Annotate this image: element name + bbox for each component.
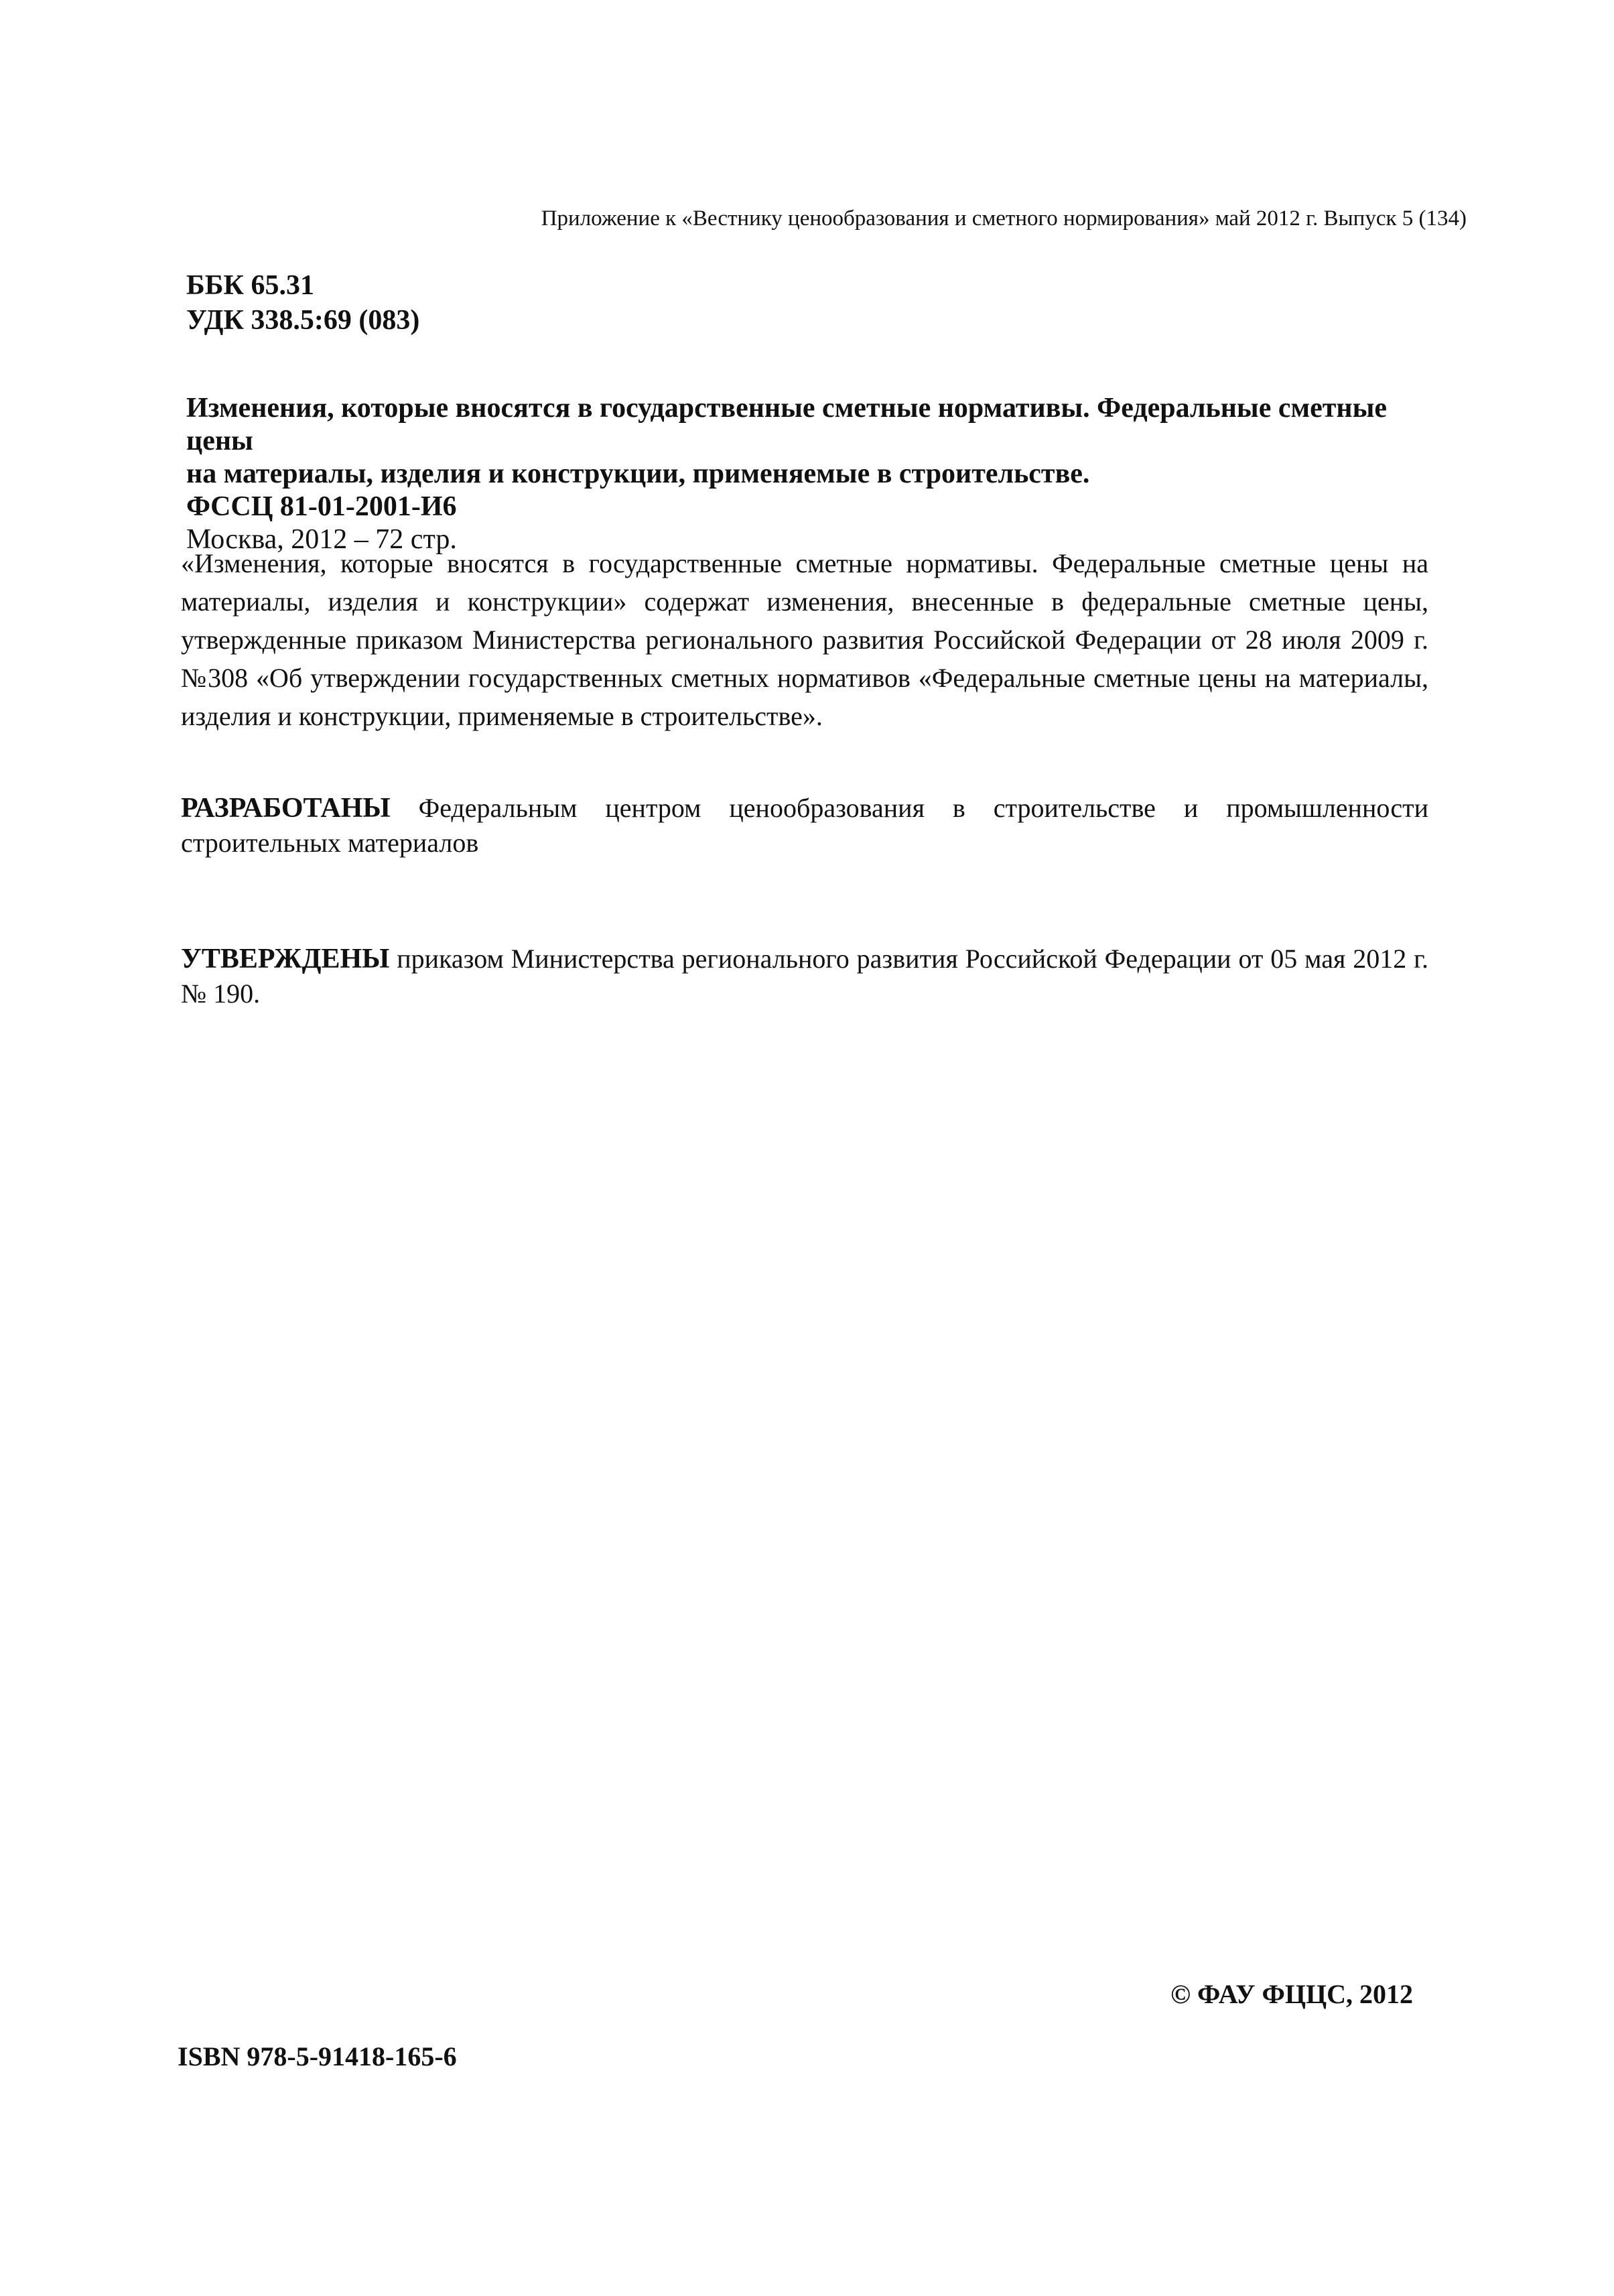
title-line-1: Изменения, которые вносятся в государственные сметные нормативы. Федеральные сметные цены xyxy=(186,393,1388,456)
developed-text: Федеральным центром ценообразования в строительстве и промышленности строительных материалов xyxy=(181,793,1428,858)
approved-text: приказом Министерства регионального развития Российской Федерации от 05 мая 2012 г. № 190. xyxy=(181,944,1428,1009)
title-line-2: на материалы, изделия и конструкции, применяемые в строительстве. xyxy=(186,458,1090,489)
bbk-code: ББК 65.31 xyxy=(186,270,314,301)
developed-by-paragraph xyxy=(181,791,1428,860)
annotation-paragraph: «Изменения, которые вносятся в государственные сметные нормативы. Федеральные сметные цены на материалы, изделия и конструкции» содержат изменения, внесенные в федеральные сметные цены, утвержденные приказом Министерства регионального развития Российской Федерации от 28 июля 2009 г. №308 «Об утверждении государственных сметных нормативов «Федеральные сметные цены на материалы, изделия и конструкции, применяемые в строительстве». xyxy=(181,548,1428,731)
running-header: Приложение к «Вестнику ценообразования и сметного нормирования» май 2012 г. Выпуск 5 (134) xyxy=(541,206,1467,231)
approved-by-paragraph xyxy=(181,942,1428,1011)
copyright-notice: © ФАУ ФЦЦС, 2012 xyxy=(1170,1979,1413,2009)
classifier-codes xyxy=(186,268,419,338)
approved-lead: УТВЕРЖДЕНЫ xyxy=(181,944,390,974)
developed-lead: РАЗРАБОТАНЫ xyxy=(181,793,391,824)
document-code: ФССЦ 81-01-2001-И6 xyxy=(186,491,457,522)
title-block xyxy=(186,392,1426,556)
udk-code: УДК 338.5:69 (083) xyxy=(186,305,420,336)
isbn: ISBN 978-5-91418-165-6 xyxy=(178,2041,457,2071)
imprint: Москва, 2012 – 72 стр. xyxy=(186,524,457,555)
